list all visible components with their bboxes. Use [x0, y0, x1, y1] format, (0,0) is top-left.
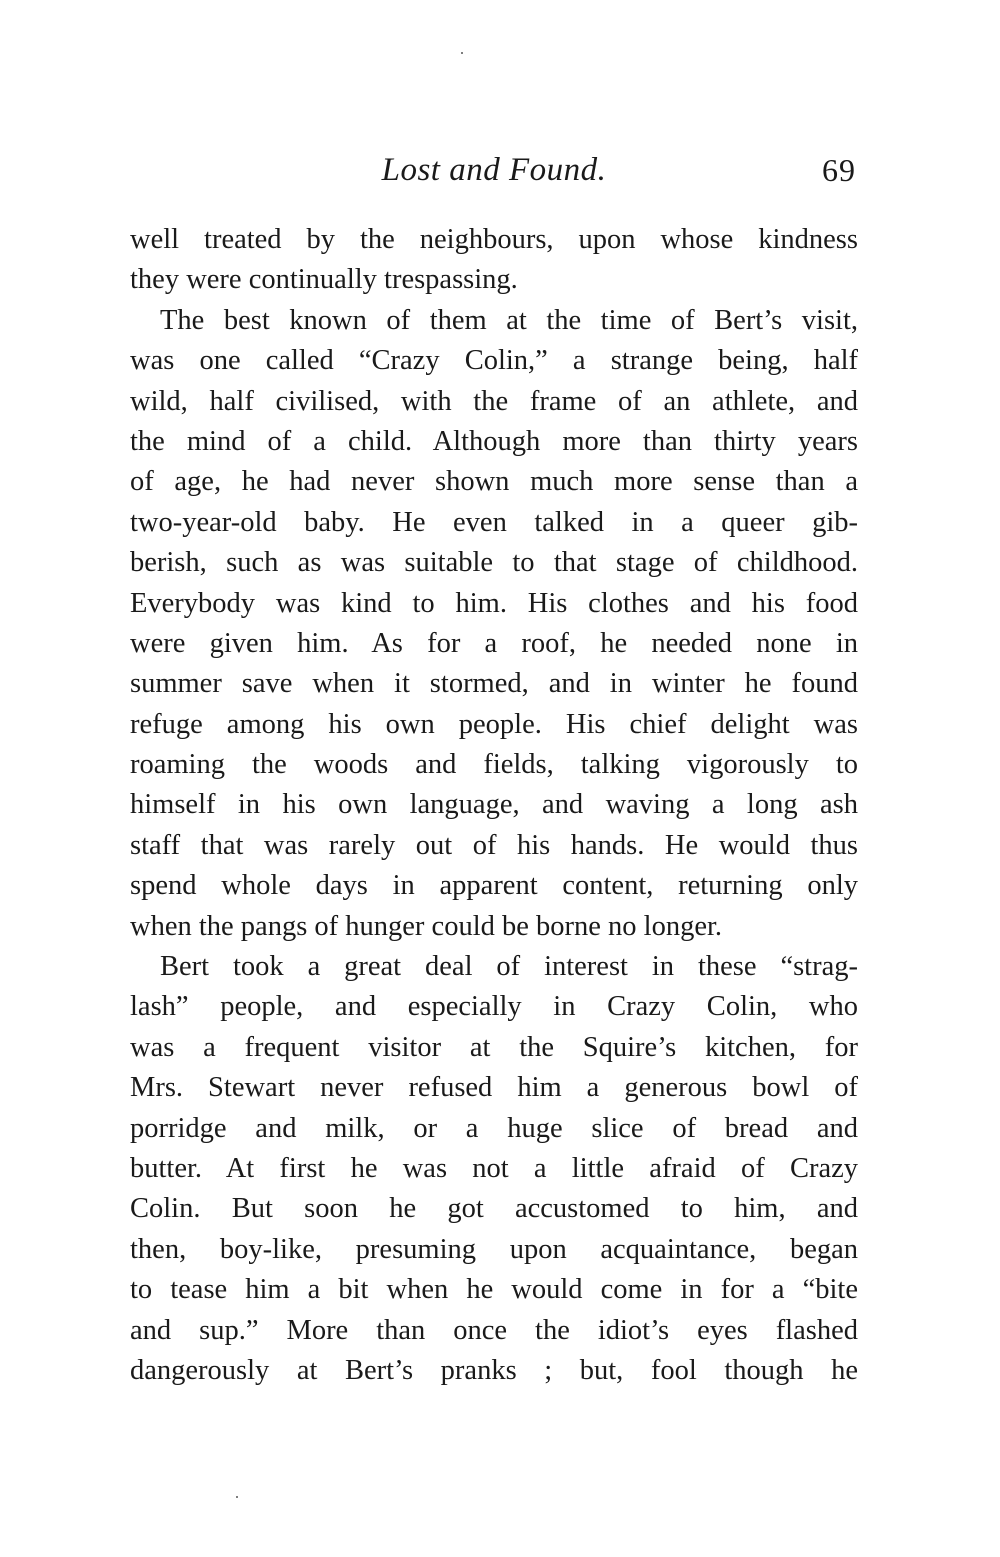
text-line: roaming the woods and fields, talking vigorously to: [130, 749, 858, 781]
text-line: summer save when it stormed, and in winter he found: [130, 668, 858, 700]
text-line: porridge and milk, or a huge slice of bread and: [130, 1112, 858, 1144]
text-line: were given him. As for a roof, he needed none in: [130, 627, 858, 659]
text-line: to tease him a bit when he would come in for a “bite: [130, 1274, 858, 1306]
text-line: of age, he had never shown much more sense than a: [130, 466, 858, 498]
text-line: then, boy-like, presuming upon acquaintance, began: [130, 1233, 858, 1265]
text-line: two-year-old baby. He even talked in a queer gib-: [130, 506, 858, 538]
paper-speck-bottom: [236, 1496, 238, 1498]
text-line: they were continually trespassing.: [130, 264, 518, 296]
page-number: 69: [822, 152, 856, 188]
text-line: spend whole days in apparent content, returning only: [130, 870, 858, 902]
text-line: Everybody was kind to him. His clothes and his food: [130, 587, 858, 619]
paragraph: [130, 220, 858, 301]
text-line: staff that was rarely out of his hands. He would thus: [130, 829, 858, 861]
text-line: refuge among his own people. His chief delight was: [130, 708, 858, 740]
text-line: Bert took a great deal of interest in these “strag-: [160, 951, 858, 983]
text-line: lash” people, and especially in Crazy Colin, who: [130, 991, 858, 1023]
text-line: himself in his own language, and waving a long ash: [130, 789, 858, 821]
text-line: and sup.” More than once the idiot’s eyes flashed: [130, 1314, 858, 1346]
text-line: was one called “Crazy Colin,” a strange being, half: [130, 345, 858, 377]
running-title: Lost and Found.: [381, 152, 607, 188]
text-line: dangerously at Bert’s pranks ; but, fool though he: [130, 1354, 858, 1386]
text-line: well treated by the neighbours, upon whose kindness: [130, 224, 858, 255]
running-head: [130, 152, 858, 198]
paper-speck-top: [461, 52, 463, 54]
paragraph: [130, 947, 858, 1391]
paragraph: [130, 301, 858, 947]
text-line: butter. At first he was not a little afraid of Crazy: [130, 1152, 858, 1184]
text-line: The best known of them at the time of Bert’s visit,: [160, 304, 858, 336]
text-line: Colin. But soon he got accustomed to him, and: [130, 1193, 858, 1225]
body-text: [130, 220, 858, 1391]
text-line: wild, half civilised, with the frame of an athlete, and: [130, 385, 858, 417]
text-line: was a frequent visitor at the Squire’s kitchen, for: [130, 1031, 858, 1063]
text-line: the mind of a child. Although more than thirty years: [130, 425, 858, 457]
text-line: when the pangs of hunger could be borne no longer.: [130, 910, 723, 942]
text-line: berish, such as was suitable to that stage of childhood.: [130, 547, 858, 579]
text-line: Mrs. Stewart never refused him a generous bowl of: [130, 1072, 858, 1104]
